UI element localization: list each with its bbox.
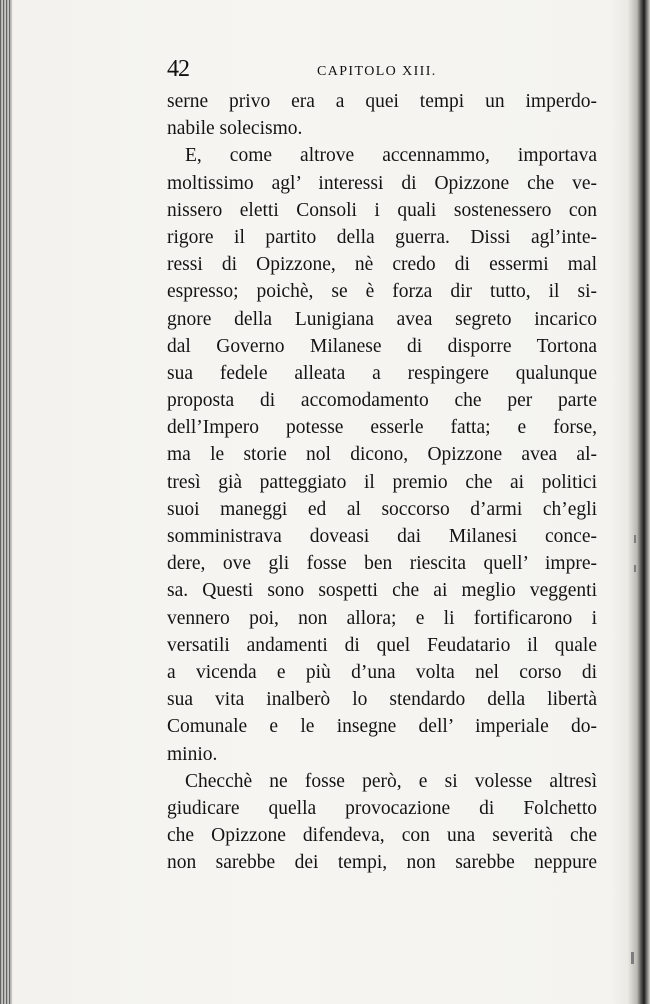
text-line: non sarebbe dei tempi, non sarebbe neppure [167, 852, 597, 874]
text-line: dell’Impero potesse esserle fatta; e forse, [167, 417, 597, 439]
text-line: sua fedele alleata a respingere qualunque [167, 362, 597, 384]
text-line: serne privo era a quei tempi un imperdo- [167, 91, 597, 112]
margin-speck [631, 952, 634, 964]
text-line: nabile solecismo. [167, 118, 303, 140]
body-text [167, 88, 597, 876]
text-line: a vicenda e più d’una volta nel corso di [167, 661, 597, 683]
text-line: ma le storie nol dicono, Opizzone avea al- [167, 444, 597, 466]
text-line: E, come altrove accennammo, importava [185, 145, 597, 167]
text-line: Checchè ne fosse però, e si volesse altresì [185, 770, 597, 792]
text-line: nissero eletti Consoli i quali sostenessero con [167, 199, 597, 221]
text-line: ressi di Opizzone, nè credo di essermi mal [167, 254, 597, 276]
text-line: gnore della Lunigiana avea segreto incarico [167, 308, 597, 330]
text-line: tresì già patteggiato il premio che ai politici [167, 471, 597, 493]
text-line: suoi maneggi ed al soccorso d’armi ch’egli [167, 498, 597, 520]
margin-speck [634, 535, 636, 543]
text-line: giudicare quella provocazione di Folchetto [167, 797, 597, 819]
text-line: minio. [167, 743, 218, 765]
text-line: moltissimo agl’ interessi di Opizzone che ve- [167, 172, 597, 194]
binding-edge [0, 0, 12, 1004]
text-line: dal Governo Milanese di disporre Tortona [167, 335, 597, 357]
text-line: vennero poi, non allora; e li fortificarono i [167, 607, 597, 629]
text-line: proposta di accomodamento che per parte [167, 390, 597, 412]
text-line: rigore il partito della guerra. Dissi agl’inte- [167, 226, 597, 248]
text-line: che Opizzone difendeva, con una severità che [167, 825, 597, 847]
chapter-title: CAPITOLO XIII. [317, 64, 437, 79]
text-line: sua vita inalberò lo stendardo della libertà [167, 689, 597, 711]
running-head [167, 54, 597, 90]
text-line: dere, ove gli fosse ben riescita quell’ impre- [167, 553, 597, 575]
text-line: espresso; poichè, se è forza dir tutto, il si- [167, 281, 597, 303]
page-number: 42 [167, 56, 189, 82]
text-line: versatili andamenti di quel Feudatario il quale [167, 634, 597, 656]
page-edge [628, 0, 650, 1004]
text-line: somministrava doveasi dai Milanesi conce- [167, 526, 597, 547]
text-line: sa. Questi sono sospetti che ai meglio veggenti [167, 580, 597, 602]
margin-speck [634, 565, 636, 572]
text-line: Comunale e le insegne dell’ imperiale do- [167, 716, 597, 738]
